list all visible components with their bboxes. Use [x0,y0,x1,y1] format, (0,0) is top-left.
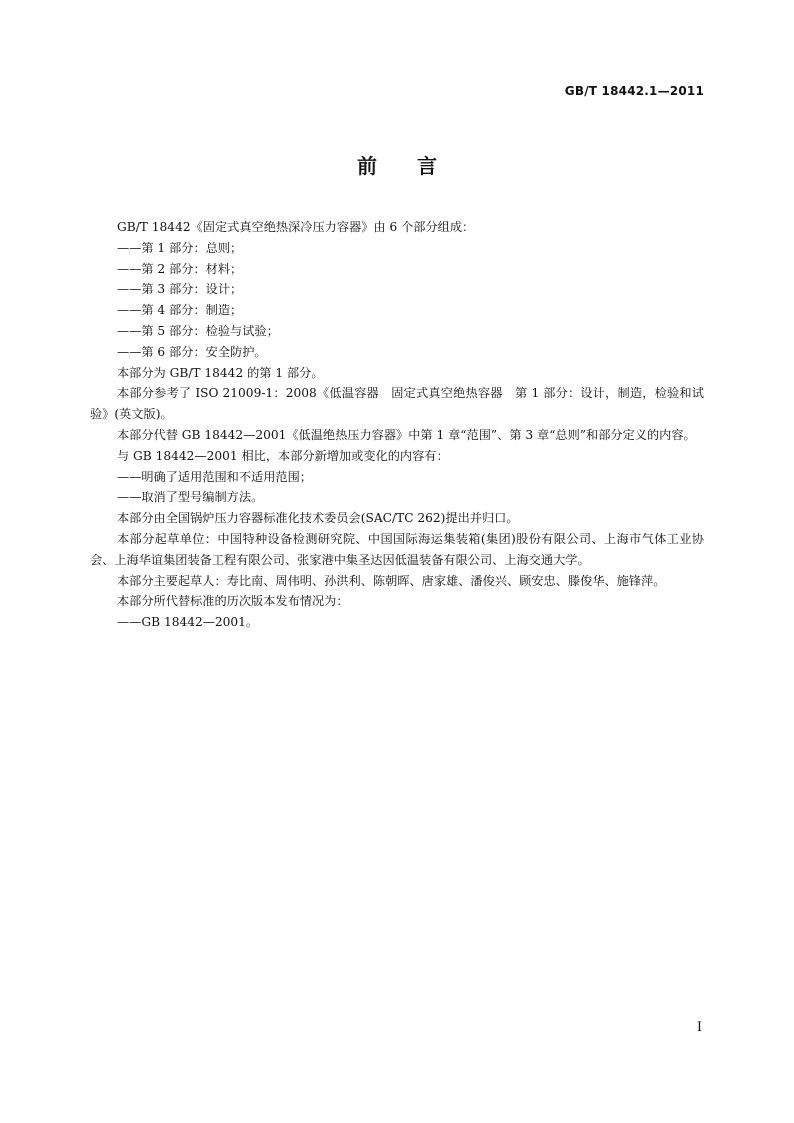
list-item-part-1: ——第 1 部分：总则； [117,240,243,255]
paragraph-drafting-units: 本部分起草单位：中国特种设备检测研究院、中国国际海运集装箱(集团)股份有限公司、上海市气体工业协会、上海华谊集团装备工程有限公司、张家港中集圣达因低温装备有限公司、上海交通大学。 [90,531,704,567]
paragraph-changes-intro: 与 GB 18442—2001 相比，本部分新增加或变化的内容有： [117,448,449,463]
list-item-part-3: ——第 3 部分：设计； [117,282,243,297]
list-item-part-6: ——第 6 部分：安全防护。 [117,344,267,359]
page-title: 前 言 [357,154,437,178]
paragraph-drafters: 本部分主要起草人：寿比南、周伟明、孙洪利、陈朝晖、唐家雄、潘俊兴、顾安忠、滕俊华、施锋萍。 [117,573,666,588]
paragraph-part-statement: 本部分为 GB/T 18442 的第 1 部分。 [117,365,324,380]
list-item-part-5: ——第 5 部分：检验与试验； [117,323,279,338]
list-item-part-4: ——第 4 部分：制造； [117,303,243,318]
document-body [90,217,704,633]
paragraph-reference: 本部分参考了 ISO 21009-1：2008《低温容器 固定式真空绝热容器 第 1 部分：设计，制造，检验和试验》(英文版)。 [90,386,704,422]
list-item-history-1: ——GB 18442—2001。 [117,615,259,630]
page-number: I [696,1020,702,1035]
paragraph-replacement: 本部分代替 GB 18442—2001《低温绝热压力容器》中第 1 章“范围”、第 3 章“总则”和部分定义的内容。 [117,427,696,442]
paragraph-composition: GB/T 18442《固定式真空绝热深冷压力容器》由 6 个部分组成： [117,220,475,234]
list-item-part-2: ——第 2 部分：材料； [117,261,243,276]
paragraph-history-intro: 本部分所代替标准的历次版本发布情况为： [117,594,349,609]
paragraph-proposer: 本部分由全国锅炉压力容器标准化技术委员会(SAC/TC 262)提出并归口。 [117,511,519,526]
list-item-change-1: ——明确了适用范围和不适用范围； [117,469,312,484]
page-header-code: GB/T 18442.1—2011 [564,84,704,98]
list-item-change-2: ——取消了型号编制方法。 [117,490,264,505]
